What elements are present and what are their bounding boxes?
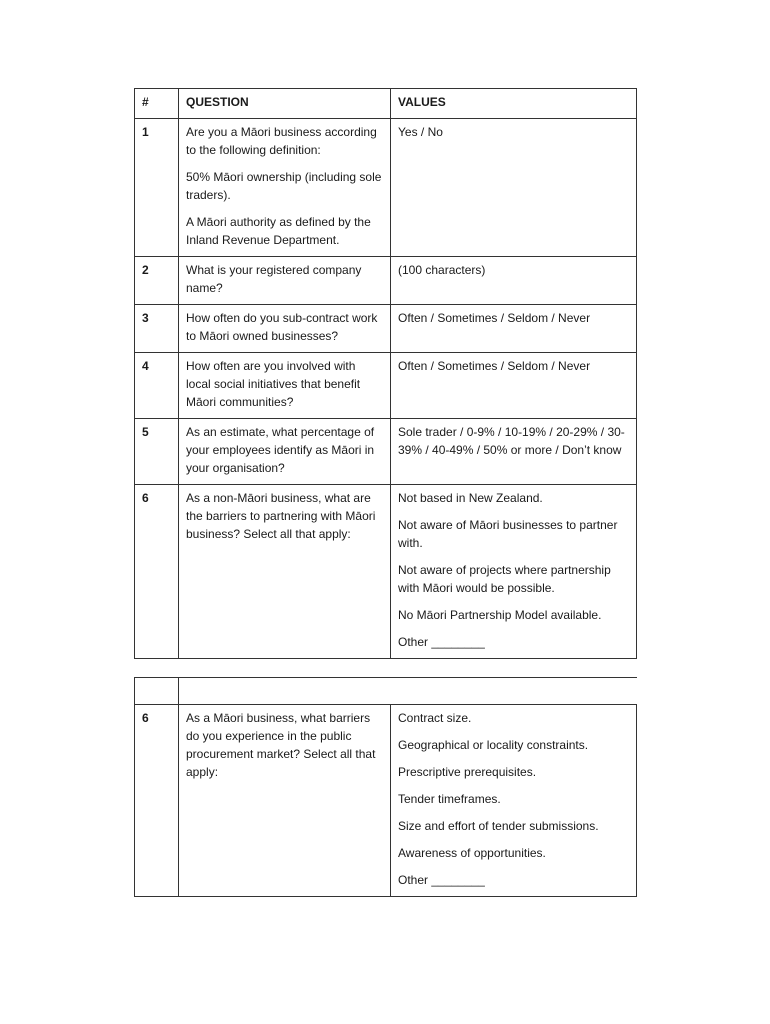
header-values: VALUES — [398, 95, 446, 109]
value-option: Contract size. — [398, 711, 472, 725]
row-num: 5 — [142, 425, 149, 439]
row-num-cell — [135, 419, 179, 485]
questions-table-continued — [134, 677, 637, 897]
question-cell — [179, 353, 391, 419]
question-text: As a Māori business, what barriers do you experience in the public procurement market? Select all that apply: — [186, 711, 376, 779]
value-option: Geographical or locality constraints. — [398, 738, 589, 752]
values-cell — [391, 305, 637, 353]
row-num-cell — [135, 485, 179, 659]
value-option: Yes / No — [398, 125, 443, 139]
value-option: Other ________ — [398, 635, 485, 649]
question-text: 50% Māori ownership (including sole traders). — [186, 170, 382, 202]
questions-table — [134, 88, 637, 659]
values-cell — [391, 419, 637, 485]
header-question: QUESTION — [186, 95, 249, 109]
question-text: As a non-Māori business, what are the barriers to partnering with Māori business? Select all that apply: — [186, 491, 376, 541]
value-option: Awareness of opportunities. — [398, 846, 546, 860]
question-text: As an estimate, what percentage of your employees identify as Māori in your organisation? — [186, 425, 375, 475]
header-num: # — [142, 95, 149, 109]
header-question-cell — [179, 89, 391, 119]
table-row — [135, 257, 637, 305]
table-row — [135, 305, 637, 353]
row-num-cell — [135, 705, 179, 897]
value-option: Sole trader / 0-9% / 10-19% / 20-29% / 30-39% / 40-49% / 50% or more / Don’t know — [398, 425, 625, 457]
question-text: A Māori authority as defined by the Inland Revenue Department. — [186, 215, 371, 247]
question-cell — [179, 305, 391, 353]
table-row — [135, 353, 637, 419]
value-option: Size and effort of tender submissions. — [398, 819, 599, 833]
question-cell — [179, 485, 391, 659]
value-option: Other ________ — [398, 873, 485, 887]
value-option: No Māori Partnership Model available. — [398, 608, 602, 622]
question-text: What is your registered company name? — [186, 263, 362, 295]
values-cell — [391, 485, 637, 659]
row-num: 3 — [142, 311, 149, 325]
question-cell — [179, 705, 391, 897]
question-text: How often do you sub-contract work to Māori owned businesses? — [186, 311, 378, 343]
values-cell — [391, 353, 637, 419]
table-row — [135, 485, 637, 659]
row-num: 4 — [142, 359, 149, 373]
header-values-cell — [391, 89, 637, 119]
values-cell — [391, 257, 637, 305]
values-cell — [391, 705, 637, 897]
value-option: (100 characters) — [398, 263, 486, 277]
question-text: Are you a Māori business according to the following definition: — [186, 125, 377, 157]
value-option: Prescriptive prerequisites. — [398, 765, 537, 779]
row-num-cell — [135, 257, 179, 305]
spacer-row — [135, 678, 637, 705]
value-option: Often / Sometimes / Seldom / Never — [398, 311, 591, 325]
row-num: 1 — [142, 125, 149, 139]
table-row — [135, 119, 637, 257]
row-num-cell — [135, 353, 179, 419]
table-row — [135, 705, 637, 897]
value-option: Not aware of projects where partnership with Māori would be possible. — [398, 563, 611, 595]
table-row — [135, 419, 637, 485]
value-option: Tender timeframes. — [398, 792, 501, 806]
value-option: Not based in New Zealand. — [398, 491, 543, 505]
value-option: Not aware of Māori businesses to partner with. — [398, 518, 618, 550]
row-num: 6 — [142, 491, 149, 505]
row-num-cell — [135, 305, 179, 353]
table-header-row — [135, 89, 637, 119]
values-cell — [391, 119, 637, 257]
header-num-cell — [135, 89, 179, 119]
row-num: 2 — [142, 263, 149, 277]
row-num: 6 — [142, 711, 149, 725]
question-cell — [179, 257, 391, 305]
spacer-cell — [179, 678, 637, 705]
question-text: How often are you involved with local social initiatives that benefit Māori communities? — [186, 359, 361, 409]
question-cell — [179, 119, 391, 257]
row-num-cell — [135, 119, 179, 257]
question-cell — [179, 419, 391, 485]
spacer-cell — [135, 678, 179, 705]
value-option: Often / Sometimes / Seldom / Never — [398, 359, 591, 373]
